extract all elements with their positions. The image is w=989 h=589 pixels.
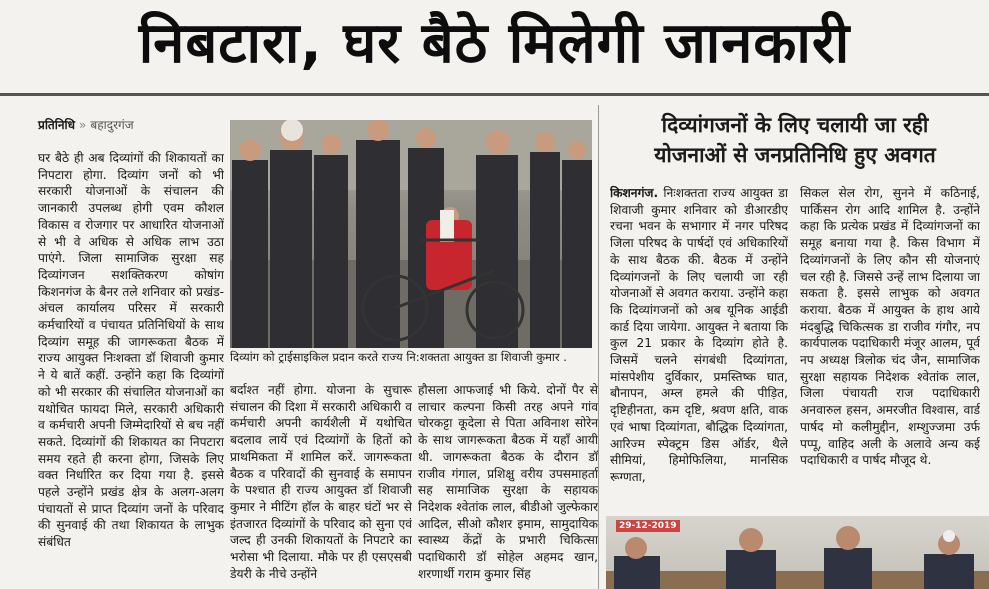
byline-location: बहादुरगंज	[90, 118, 134, 132]
story2-subhead-line2: योजनाओं से जनप्रतिनिधि हुए अवगत	[654, 143, 936, 167]
story2-subhead	[606, 110, 984, 170]
story2-dateline: किशनगंज.	[610, 186, 659, 200]
byline-label: प्रतिनिधि	[38, 118, 76, 132]
story2-subhead-line1: दिव्यांगजनों के लिए चलायी जा रही	[661, 113, 929, 137]
story1-column-1	[38, 150, 224, 589]
story1-column-1-text: घर बैठे ही अब दिव्यांगों की शिकायतों का निपटारा होगा. दिव्यांग जनों को भी सरकारी योजनाओं के संचालन की जानकारी उपलब्ध होगी एवम कौशल विकास व रोजगार पर आधारित योजनाओं से भी वे अधिक से अधिक लाभ उठा पाएंगे. जिला सामाजिक सुरक्षा सह दिव्यांगजन सशक्तिकरण कोषांग किशनगंज के बैनर तले शनिवार को प्रखंड-अंचल कार्यालय परिसर में सरकारी कर्मचारियों व पंचायत प्रतिनिधियों के साथ दिव्यांग समूह की जागरूकता बैठक में राज्य आयुक्त निःशक्ता डॉ शिवाजी कुमार ने ये बातें कहीं. उन्होंने कहा कि दिव्यांगों को भी सरकार की संचालित योजनाओं का यथोचित फायदा मिले, सरकारी अधिकारी व कर्मचारी अपनी जिम्मेदारियों से बच नहीं सकते. दिव्यांगों की शिकायत का निपटारा समय रहते ही करना होगा, जिसके लिए वक्त निर्धारित कर दिया गया है. इससे पहले उन्होंने प्रखंड क्षेत्र के अलग-अलग पंचायतों से प्राप्त दिव्यांग जनों के परिवाद की सुनवाई की तथा शिकायत के लाभुक संबंधित	[38, 151, 224, 550]
story1-column-3-text: हौसला आफजाई भी किये. दोनों पैर से लाचार कल्पना किसी तरह अपने गांव चोरकट्टा कूदेला से पिता अविनाश सोरेन के साथ जागरूकता बैठक में यहाँ आयी थी. जागरूकता बैठक के दौरान डॉ राजीव गंगाल, प्रशिक्षु वरीय उपसमाहर्ता सह सामाजिक सुरक्षा के सहायक निदेशक श्वेतांक लाल, बीडीओ जुल्फेकार आदिल, सीओ कौशर इमाम, सामुदायिक स्वास्थ्य केंद्रों के प्रभारी चिकित्सा पदाधिकारी डॉ सोहेल अहमद खान, शरणार्थी गराम कुमार सिंह	[418, 383, 598, 581]
column-divider	[598, 105, 599, 589]
story1-photo	[230, 120, 592, 348]
byline	[38, 116, 134, 133]
photo-date-stamp: 29-12-2019	[616, 520, 680, 532]
story2-column-2	[800, 185, 980, 515]
story2-column-1-paragraph	[610, 185, 788, 486]
story1-column-2	[230, 382, 412, 589]
photo-caption: दिव्यांग को ट्राईसाइकिल प्रदान करते राज्य नि:शक्तता आयुक्त डा शिवाजी कुमार .	[230, 350, 567, 364]
story2-photo	[606, 516, 989, 589]
story2-column-1	[610, 185, 788, 515]
byline-separator: »	[79, 118, 87, 132]
headline-rule	[0, 93, 989, 96]
story1-column-3	[418, 382, 598, 589]
headline: निबटारा, घर बैठे मिलेगी जानकारी	[138, 11, 851, 76]
story1-column-2-text: बर्दाश्त नहीं होगा. योजना के सुचारू संचालन की दिशा में सरकारी अधिकारी व कर्मचारी अपनी कार्यशैली में यथोचित बदलाव लायें एवं दिव्यांगों के हितों को प्राथमिकता में शामिल करें. जागरूकता बैठक व परिवादों की सुनवाई के समापन के पश्चात ही राज्य आयुक्त डॉ शिवाजी कुमार ने मीटिंग हॉल के बाहर घंटों भर से इंतजारत दिव्यांगों के परिवाद को सुना एवं जल्द ही उनकी शिकायतों के निपटारे का भरोसा भी दिलाया. मौके पर ही एसएसबी डेयरी के नीचे उन्होंने	[230, 383, 412, 581]
story2-column-2-text: सिकल सेल रोग, सुनने में कठिनाई, पार्किंसन रोग आदि शामिल है. उन्होंने कहा कि प्रत्येक प्रखंड में दिव्यांगजनों का समूह बनाया गया है. किस विभाग में दिव्यांगजनों के लिए कौन सी योजनाएं चल रही है. जिससे उन्हें लाभ दिलाया जा सकता है. इससे लाभुक को अवगत कराया. बैठक में आयुक्त के हाथ आये मंदबुद्धि चिकित्सक डा राजीव गंगौर, नप कार्यपालक पदाधिकारी मंजूर आलम, पूर्व नप अध्यक्ष त्रिलोक चंद जैन, सामाजिक सुरक्षा सहायक निदेशक श्वेतांक लाल, जिला पंचायती राज पदाधिकारी अनवारुल हसन, अमरजीत विश्वास, वार्ड पार्षद मो कलीमुद्दीन, शम्शुज्जमा उर्फ पप्पू, वाहिद अली के अलावे अन्य कई पदाधिकारी व पार्षद मौजूद थे.	[800, 186, 980, 468]
story2-column-1-text: निःशक्तता राज्य आयुक्त डा शिवाजी कुमार शनिवार को डीआरडीए रचना भवन के सभागार में नगर परिषद जिला परिषद के पार्षदों एवं अधिकारियों के साथ बैठक की. बैठक में उन्होंने दिव्यांगजनों के लिए चलायी जा रही योजनाओं से अवगत कराया. उन्होंने कहा कि दिव्यांगजनों को अब यूनिक आईडी कार्ड दिया जायेगा. आयुक्त ने बताया कि कुल 21 प्रकार के दिव्यांग होते है. जिसमें चलने संगबंधी दिव्यांगता, मांसपेशीय दुर्विकार, प्रमस्तिष्क घात, बौनापन, अम्ल हमले की पीड़ित, दृष्टिहीनता, कम दृष्टि, श्रवण क्षति, वाक एवं भाषा दिव्यांगता, बौद्धिक दिव्यांगता, आरिज्म स्पेक्ट्रम डिस ऑर्डर, थैले सीमियां, हिमोफिलिया, मानसिक रूग्णता,	[610, 186, 788, 484]
photo-illustration	[230, 120, 592, 348]
